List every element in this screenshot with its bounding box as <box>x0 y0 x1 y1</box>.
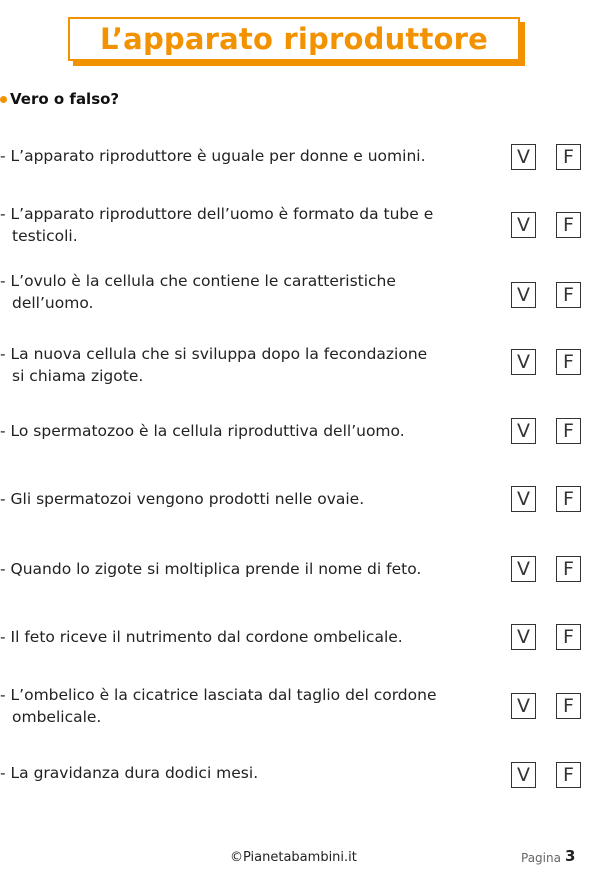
question-line: si chiama zigote. <box>12 367 144 385</box>
title-banner <box>68 17 526 67</box>
true-checkbox[interactable]: V <box>511 556 536 582</box>
question-line: - L’ombelico è la cicatrice lasciata dal taglio del cordone <box>0 686 437 704</box>
true-checkbox[interactable]: V <box>511 486 536 512</box>
true-checkbox[interactable]: V <box>511 282 536 308</box>
question-line: - Quando lo zigote si moltiplica prende il nome di feto. <box>0 560 422 578</box>
question-text <box>0 203 500 247</box>
false-checkbox[interactable]: F <box>556 349 581 375</box>
true-checkbox[interactable]: V <box>511 212 536 238</box>
question-line: - La nuova cellula che si sviluppa dopo la fecondazione <box>0 345 428 363</box>
question-line: - Gli spermatozoi vengono prodotti nelle ovaie. <box>0 490 365 508</box>
question-line: - L’ovulo è la cellula che contiene le caratteristiche <box>0 272 396 290</box>
false-checkbox[interactable]: F <box>556 556 581 582</box>
question-text <box>0 488 500 510</box>
question-line: ombelicale. <box>12 708 102 726</box>
false-checkbox[interactable]: F <box>556 486 581 512</box>
true-checkbox[interactable]: V <box>511 418 536 444</box>
footer-brand: ©Pianetabambini.it <box>230 850 357 865</box>
false-checkbox[interactable]: F <box>556 624 581 650</box>
question-text <box>0 558 500 580</box>
question-line: - La gravidanza dura dodici mesi. <box>0 764 259 782</box>
question-text <box>0 626 500 648</box>
question-text <box>0 145 500 167</box>
question-text <box>0 343 500 387</box>
false-checkbox[interactable]: F <box>556 693 581 719</box>
title-box <box>68 17 520 61</box>
question-line: - Il feto riceve il nutrimento dal cordone ombelicale. <box>0 628 403 646</box>
question-text <box>0 762 500 784</box>
question-text <box>0 420 500 442</box>
page-title: L’apparato riproduttore <box>99 22 489 56</box>
question-text <box>0 684 500 728</box>
question-line: - L’apparato riproduttore dell’uomo è formato da tube e <box>0 205 434 223</box>
question-line: - L’apparato riproduttore è uguale per donne e uomini. <box>0 147 426 165</box>
question-line: dell’uomo. <box>12 294 94 312</box>
question-text <box>0 270 500 314</box>
page-number: 3 <box>565 847 576 865</box>
true-checkbox[interactable]: V <box>511 762 536 788</box>
true-checkbox[interactable]: V <box>511 144 536 170</box>
question-line: testicoli. <box>12 227 78 245</box>
true-checkbox[interactable]: V <box>511 693 536 719</box>
section-title: Vero o falso? <box>10 90 120 108</box>
false-checkbox[interactable]: F <box>556 144 581 170</box>
false-checkbox[interactable]: F <box>556 212 581 238</box>
bullet-icon <box>0 96 7 103</box>
true-checkbox[interactable]: V <box>511 349 536 375</box>
true-checkbox[interactable]: V <box>511 624 536 650</box>
false-checkbox[interactable]: F <box>556 282 581 308</box>
false-checkbox[interactable]: F <box>556 762 581 788</box>
false-checkbox[interactable]: F <box>556 418 581 444</box>
page-label: Pagina <box>521 851 561 865</box>
section-header <box>0 88 119 110</box>
question-line: - Lo spermatozoo è la cellula riproduttiva dell’uomo. <box>0 422 405 440</box>
